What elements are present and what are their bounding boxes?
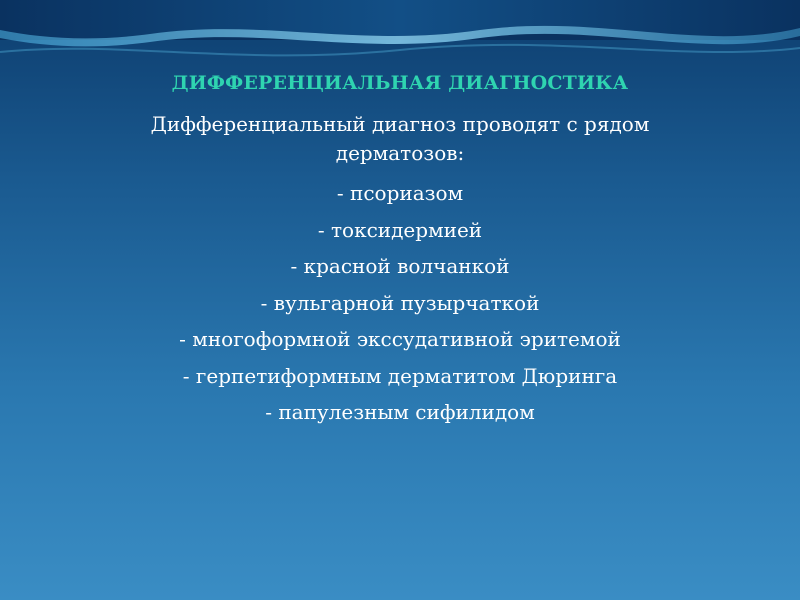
list-item: - многоформной экссудативной эритемой bbox=[179, 327, 621, 351]
list-item: - вульгарной пузырчаткой bbox=[260, 290, 540, 315]
slide-title: ДИФФЕРЕНЦИАЛЬНАЯ ДИАГНОСТИКА bbox=[171, 72, 629, 94]
list-item: - папулезным сифилидом bbox=[265, 400, 535, 424]
list-item: - красной волчанкой bbox=[290, 254, 510, 278]
intro-text: Дифференциальный диагноз проводят с рядом дерматозов: bbox=[150, 112, 650, 165]
list-item: - токсидермией bbox=[317, 217, 483, 242]
list-item: - псориазом bbox=[336, 181, 464, 205]
list-item: - герпетиформным дерматитом Дюринга bbox=[182, 363, 618, 388]
diagnosis-list bbox=[0, 178, 800, 434]
